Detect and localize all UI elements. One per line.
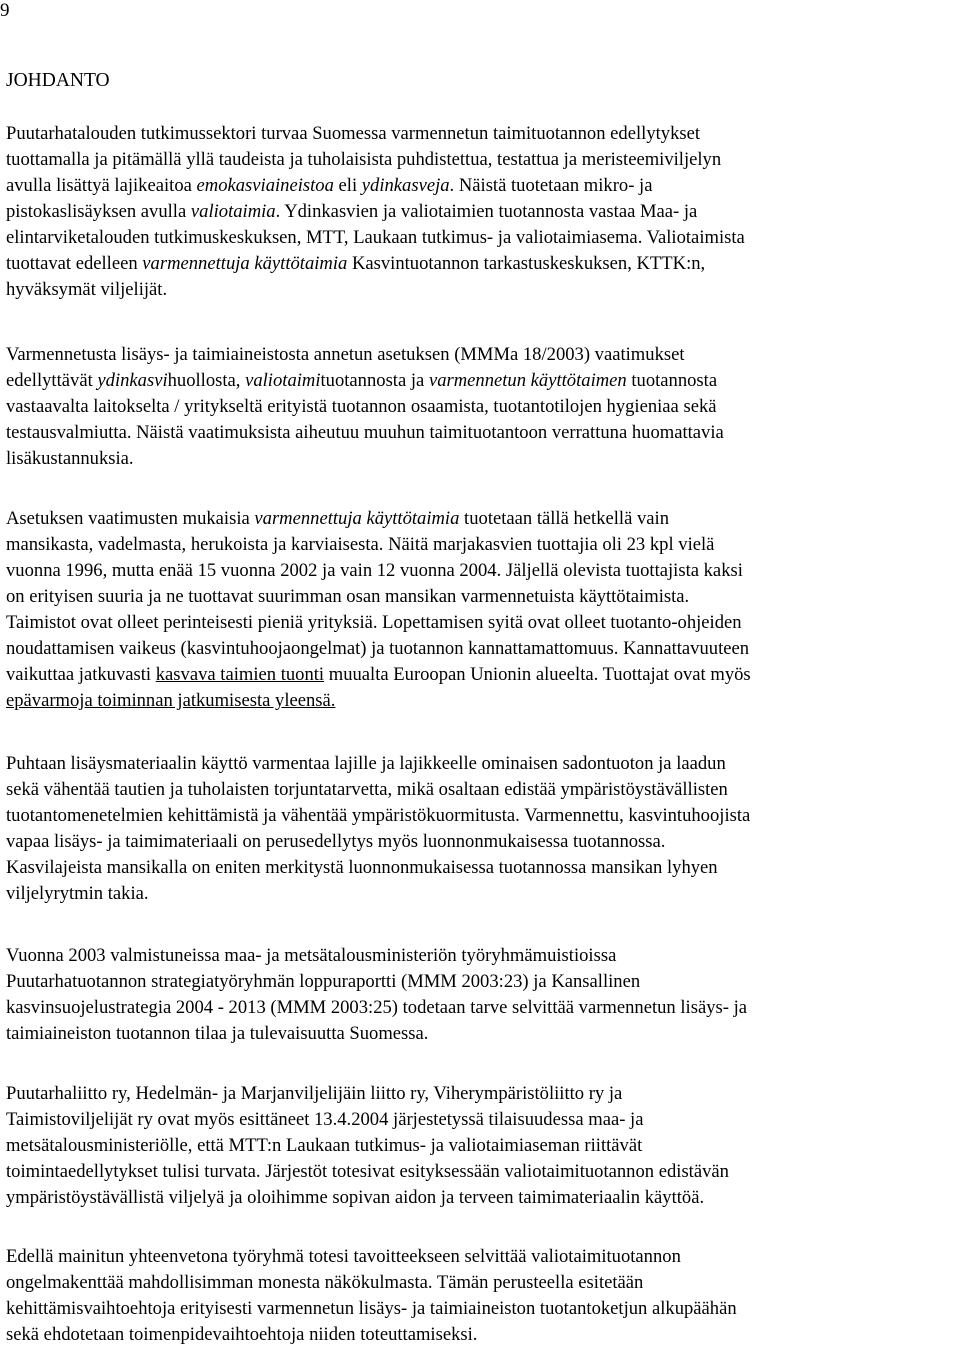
text-run: Taimistot ovat olleet perinteisesti pieniä yrityksiä. Lopettamisen syitä ovat olleet tuotanto-ohjeiden: [6, 612, 742, 633]
paragraph: [6, 506, 958, 714]
text-run: Edellä mainitun yhteenvetona työryhmä totesi tavoitteekseen selvittää valiotaimituotannon: [6, 1246, 681, 1267]
text-run: sekä ehdotetaan toimenpidevaihtoehtoja niiden toteuttamiseksi.: [6, 1324, 478, 1345]
text-line: [6, 855, 958, 881]
text-line: [6, 446, 958, 472]
text-line: [6, 342, 958, 368]
text-run: Puutarhatuotannon strategiatyöryhmän loppuraportti (MMM 2003:23) ja Kansallinen: [6, 971, 641, 992]
text-run: . Ydinkasvien ja valiotaimien tuotannosta vastaa Maa- ja: [275, 201, 698, 222]
italic-term: valiotaimia: [190, 201, 276, 222]
text-run: Asetuksen vaatimusten mukaisia: [6, 508, 255, 529]
text-run: Puutarhaliitto ry, Hedelmän- ja Marjanviljelijäin liitto ry, Viherympäristöliitto ry ja: [6, 1083, 623, 1104]
text-line: [6, 199, 958, 225]
italic-term: varmennetun käyttötaimen: [428, 370, 627, 391]
text-run: avulla lisättyä lajikeaitoa: [6, 175, 197, 196]
text-run: Puhtaan lisäysmateriaalin käyttö varmentaa lajille ja lajikkeelle ominaisen sadontuoton ja laadun: [6, 753, 726, 774]
text-line: [6, 751, 958, 777]
text-line: [6, 1133, 958, 1159]
text-line: [6, 688, 958, 714]
text-run: tuotetaan tällä hetkellä vain: [459, 508, 670, 529]
text-line: [6, 995, 958, 1021]
text-run: pistokaslisäyksen avulla: [6, 201, 191, 222]
text-run: Vuonna 2003 valmistuneissa maa- ja metsätalousministeriön työryhmämuistioissa: [6, 945, 617, 966]
text-run: kasvinsuojelustrategia 2004 - 2013 (MMM 2003:25) todetaan tarve selvittää varmennetun lisäys- ja: [6, 997, 747, 1018]
text-line: [6, 1021, 958, 1047]
text-line: [6, 1296, 958, 1322]
text-line: [6, 662, 958, 688]
underlined-text: epävarmoja toiminnan jatkumisesta yleensä.: [6, 690, 336, 711]
text-line: [6, 225, 958, 251]
text-run: Taimistoviljelijät ry ovat myös esittäneet 13.4.2004 järjestetyssä tilaisuudessa maa- ja: [6, 1109, 644, 1130]
text-run: hyväksymät viljelijät.: [6, 279, 168, 300]
text-line: [6, 943, 958, 969]
text-run: Kasvintuotannon tarkastuskeskuksen, KTTK:n,: [347, 253, 706, 274]
text-line: [6, 803, 958, 829]
text-run: tuotannosta: [626, 370, 718, 391]
text-line: [6, 1185, 958, 1211]
text-line: [6, 277, 958, 303]
text-run: tuotannosta ja: [320, 370, 429, 391]
text-line: [6, 584, 958, 610]
text-line: [6, 1107, 958, 1133]
text-line: [6, 1159, 958, 1185]
section-heading: JOHDANTO: [6, 70, 110, 91]
text-run: vapaa lisäys- ja taimimateriaali on perusedellytys myös luonnonmukaisessa tuotannossa.: [6, 831, 666, 852]
text-run: ympäristöystävällistä viljelyä ja oloihimme sopivan aidon ja terveen taimimateriaalin käyttöä.: [6, 1187, 705, 1208]
text-line: [6, 394, 958, 420]
text-line: [6, 1244, 958, 1270]
text-line: [6, 610, 958, 636]
text-line: [6, 636, 958, 662]
text-line: [6, 251, 958, 277]
text-line: [6, 969, 958, 995]
italic-term: valiotaimi: [245, 370, 321, 391]
text-run: eli: [333, 175, 362, 196]
paragraph: [6, 1244, 958, 1348]
paragraph: [6, 121, 958, 303]
text-run: edellyttävät: [6, 370, 98, 391]
text-run: Varmennetusta lisäys- ja taimiaineistosta annetun asetuksen (MMMa 18/2003) vaatimukset: [6, 344, 685, 365]
page-number: 9: [0, 0, 10, 21]
text-line: [6, 881, 958, 907]
text-run: vuonna 1996, mutta enää 15 vuonna 2002 ja vain 12 vuonna 2004. Jäljellä olevista tuottajista kaksi: [6, 560, 743, 581]
text-line: [6, 506, 958, 532]
text-line: [6, 121, 958, 147]
italic-term: varmennettuja käyttötaimia: [142, 253, 348, 274]
text-line: [6, 532, 958, 558]
text-run: noudattamisen vaikeus (kasvintuhoojaongelmat) ja tuotannon kannattamattomuus. Kannattavuuteen: [6, 638, 750, 659]
text-run: tuottavat edelleen: [6, 253, 143, 274]
underlined-text: kasvava taimien tuonti: [155, 664, 325, 685]
text-run: on erityisen suuria ja ne tuottavat suurimman osan mansikan varmennetuista käyttötaimista.: [6, 586, 690, 607]
text-run: testausvalmiutta. Näistä vaatimuksista aiheutuu muuhun taimituotantoon verrattuna huomattavia: [6, 422, 724, 443]
text-line: [6, 368, 958, 394]
text-run: . Näistä tuotetaan mikro- ja: [449, 175, 653, 196]
text-line: [6, 558, 958, 584]
text-run: vastaavalta laitokselta / yritykseltä erityistä tuotannon osaamista, tuotantotilojen hygieniaa sekä: [6, 396, 717, 417]
text-run: tuotantomenetelmien kehittämistä ja vähentää ympäristökuormitusta. Varmennettu, kasvintuhoojista: [6, 805, 751, 826]
text-run: viljelyrytmin takia.: [6, 883, 149, 904]
text-run: huollosta,: [167, 370, 246, 391]
text-line: [6, 829, 958, 855]
text-run: metsätalousministeriölle, että MTT:n Laukaan tutkimus- ja valiotaimiaseman riittävät: [6, 1135, 643, 1156]
text-run: toimintaedellytykset tulisi turvata. Järjestöt totesivat esityksessään valiotaimituotannon edistävän: [6, 1161, 729, 1182]
italic-term: ydinkasvi: [97, 370, 168, 391]
text-run: Puutarhatalouden tutkimussektori turvaa Suomessa varmennetun taimituotannon edellytykset: [6, 123, 701, 144]
text-run: kehittämisvaihtoehtoja erityisesti varmennetun lisäys- ja taimiaineiston tuotantoketjun alkupäähän: [6, 1298, 737, 1319]
text-run: elintarviketalouden tutkimuskeskuksen, MTT, Laukaan tutkimus- ja valiotaimiasema. Valiotaimista: [6, 227, 745, 248]
text-line: [6, 173, 958, 199]
text-run: lisäkustannuksia.: [6, 448, 134, 469]
text-run: sekä vähentää tautien ja tuholaisten torjuntatarvetta, mikä osaltaan edistää ympäristöystävällisten: [6, 779, 728, 800]
paragraph: [6, 751, 958, 907]
text-run: mansikasta, vadelmasta, herukoista ja karviaisesta. Näitä marjakasvien tuottajia oli 23 kpl vielä: [6, 534, 715, 555]
paragraph: [6, 1081, 958, 1211]
text-line: [6, 147, 958, 173]
italic-term: varmennettuja käyttötaimia: [254, 508, 460, 529]
paragraph: [6, 943, 958, 1047]
text-line: [6, 420, 958, 446]
text-line: [6, 1322, 958, 1348]
text-run: Kasvilajeista mansikalla on eniten merkitystä luonnonmukaisessa tuotannossa mansikan lyhyen: [6, 857, 718, 878]
text-line: [6, 777, 958, 803]
italic-term: ydinkasveja: [361, 175, 450, 196]
italic-term: emokasviaineistoa: [196, 175, 334, 196]
text-run: taimiaineiston tuotannon tilaa ja tulevaisuutta Suomessa.: [6, 1023, 429, 1044]
text-run: muualta Euroopan Unionin alueelta. Tuottajat ovat myös: [324, 664, 751, 685]
text-run: vaikuttaa jatkuvasti: [6, 664, 156, 685]
paragraph: [6, 342, 958, 472]
text-line: [6, 1270, 958, 1296]
text-run: ongelmakenttää mahdollisimman monesta näkökulmasta. Tämän perusteella esitetään: [6, 1272, 644, 1293]
text-run: tuottamalla ja pitämällä yllä taudeista ja tuholaisista puhdistettua, testattua ja meristeemiviljelyn: [6, 149, 722, 170]
text-line: [6, 1081, 958, 1107]
